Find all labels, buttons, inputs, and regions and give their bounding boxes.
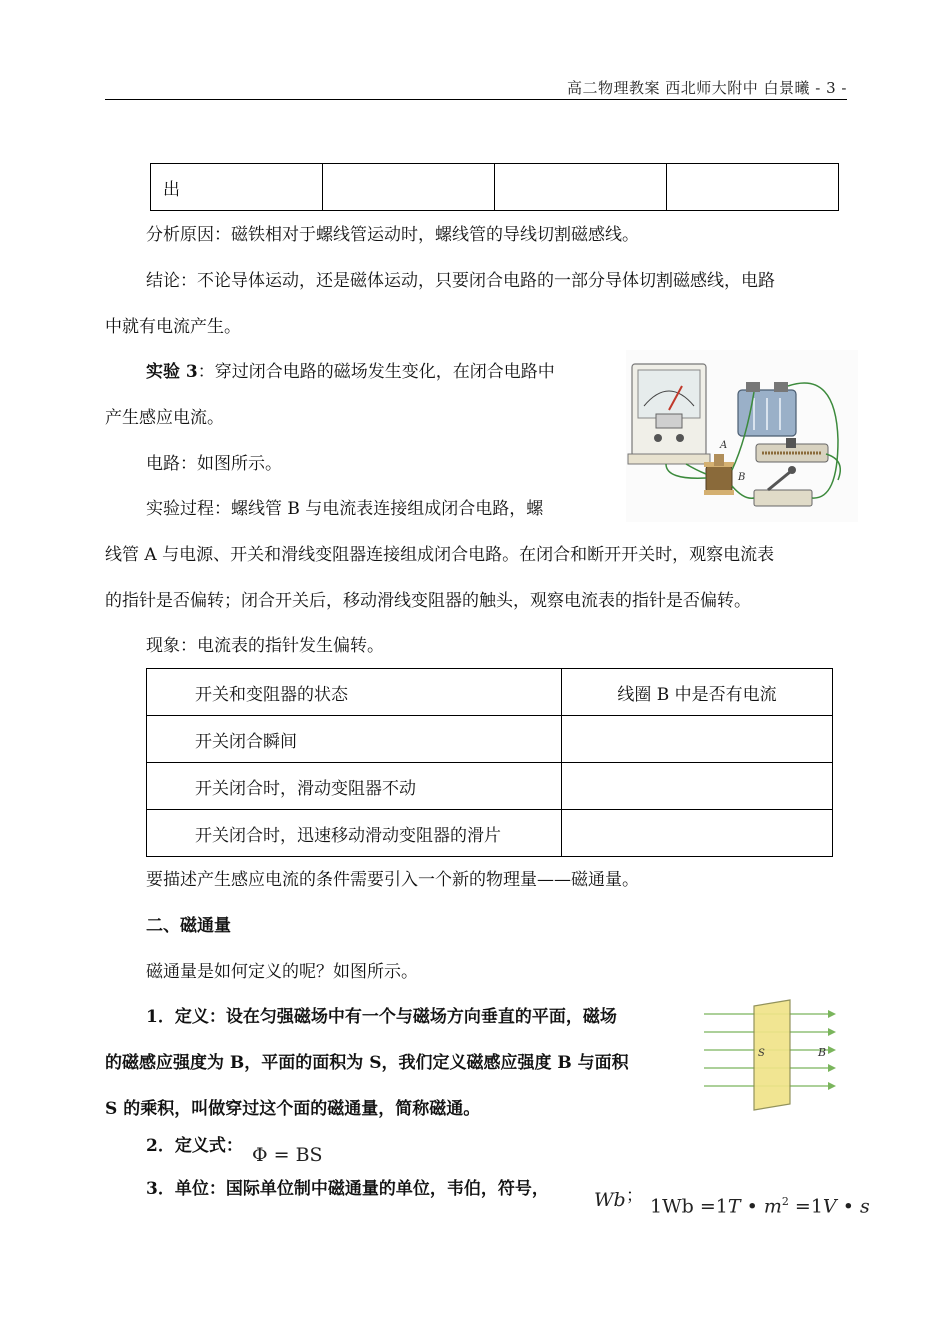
unit-eq-part: m bbox=[763, 1195, 782, 1218]
table-cell: 出 bbox=[151, 164, 323, 211]
state-table bbox=[146, 668, 833, 857]
table-cell bbox=[495, 164, 667, 211]
unit-eq-part: 2 bbox=[781, 1195, 789, 1208]
table-header-row bbox=[147, 669, 833, 716]
unit-eq-part: • bbox=[740, 1195, 764, 1218]
definition-line-3: S 的乘积，叫做穿过这个面的磁通量，简称磁通。 bbox=[105, 1099, 481, 1119]
apparatus-figure bbox=[626, 350, 858, 522]
header-text: 高二物理教案 西北师大附中 白景曦 - 3 - bbox=[566, 79, 847, 97]
table-header-cell: 开关和变阻器的状态 bbox=[147, 669, 562, 716]
unit-eq-part: T bbox=[727, 1195, 741, 1218]
field-b-label: B bbox=[818, 1046, 827, 1059]
table-cell bbox=[323, 164, 495, 211]
question-text: 磁通量是如何定义的呢？如图所示。 bbox=[146, 962, 418, 982]
table-cell bbox=[562, 810, 833, 857]
table-cell: 开关闭合时，迅速移动滑动变阻器的滑片 bbox=[147, 810, 562, 857]
exp3-text-1: ：穿过闭合电路的磁场发生变化，在闭合电路中 bbox=[197, 362, 555, 382]
table-cell bbox=[562, 763, 833, 810]
unit-equation bbox=[650, 1191, 870, 1217]
coil-a-label: A bbox=[720, 440, 728, 451]
table-row bbox=[147, 810, 833, 857]
unit-separator: ； bbox=[626, 1186, 643, 1206]
flux-figure bbox=[700, 996, 842, 1116]
unit-eq-part: s bbox=[859, 1195, 870, 1218]
galvanometer-icon bbox=[628, 364, 710, 464]
definition-line-1: 1．定义：设在匀强磁场中有一个与磁场方向垂直的平面，磁场 bbox=[146, 1007, 617, 1027]
analysis-text: 分析原因：磁铁相对于螺线管运动时，螺线管的导线切割磁感线。 bbox=[146, 225, 639, 245]
section-title: 二、磁通量 bbox=[146, 916, 231, 936]
table-row bbox=[151, 164, 839, 211]
formula-label: 2．定义式： bbox=[146, 1136, 243, 1156]
unit-eq-part: • bbox=[836, 1195, 860, 1218]
table-row bbox=[147, 763, 833, 810]
intro-text: 要描述产生感应电流的条件需要引入一个新的物理量——磁通量。 bbox=[146, 870, 639, 890]
exp3-label: 实验 3 bbox=[146, 362, 198, 382]
table-cell bbox=[562, 716, 833, 763]
process-line-1: 实验过程：螺线管 B 与电流表连接组成闭合电路，螺 bbox=[146, 499, 544, 519]
formula: Φ = BS bbox=[252, 1144, 323, 1166]
table-cell bbox=[667, 164, 839, 211]
process-line-2: 线管 A 与电源、开关和滑线变阻器连接组成闭合电路。在闭合和断开开关时，观察电流表 bbox=[105, 545, 775, 565]
unit-eq-part: =1 bbox=[693, 1195, 728, 1218]
arrow-heads bbox=[828, 1010, 836, 1090]
conclusion-line-1: 结论：不论导体运动，还是磁体运动，只要闭合电路的一部分导体切割磁感线，电路 bbox=[146, 271, 775, 291]
coil-b-label: B bbox=[738, 472, 746, 483]
unit-text: 3．单位：国际单位制中磁通量的单位，韦伯，符号， bbox=[146, 1179, 549, 1199]
plate-s-label: S bbox=[758, 1048, 765, 1059]
unit-eq-part: 1Wb bbox=[650, 1195, 694, 1218]
conclusion-line-2: 中就有电流产生。 bbox=[105, 317, 241, 337]
unit-symbol: Wb bbox=[594, 1189, 626, 1211]
page-header bbox=[105, 74, 847, 100]
unit-eq-part: =1 bbox=[788, 1195, 823, 1218]
table-header-cell: 线圈 B 中是否有电流 bbox=[562, 669, 833, 716]
exp3-line-1 bbox=[146, 361, 555, 383]
phenomenon-text: 现象：电流表的指针发生偏转。 bbox=[146, 636, 384, 656]
top-table bbox=[150, 163, 839, 211]
table-cell: 开关闭合时，滑动变阻器不动 bbox=[147, 763, 562, 810]
definition-line-2: 的磁感应强度为 B，平面的面积为 S，我们定义磁感应强度 B 与面积 bbox=[105, 1053, 629, 1073]
table-row bbox=[147, 716, 833, 763]
process-line-3: 的指针是否偏转；闭合开关后，移动滑线变阻器的触头，观察电流表的指针是否偏转。 bbox=[105, 591, 751, 611]
unit-eq-part: V bbox=[822, 1195, 837, 1218]
circuit-text: 电路：如图所示。 bbox=[146, 454, 282, 474]
table-cell: 开关闭合瞬间 bbox=[147, 716, 562, 763]
exp3-line-2: 产生感应电流。 bbox=[105, 408, 224, 428]
